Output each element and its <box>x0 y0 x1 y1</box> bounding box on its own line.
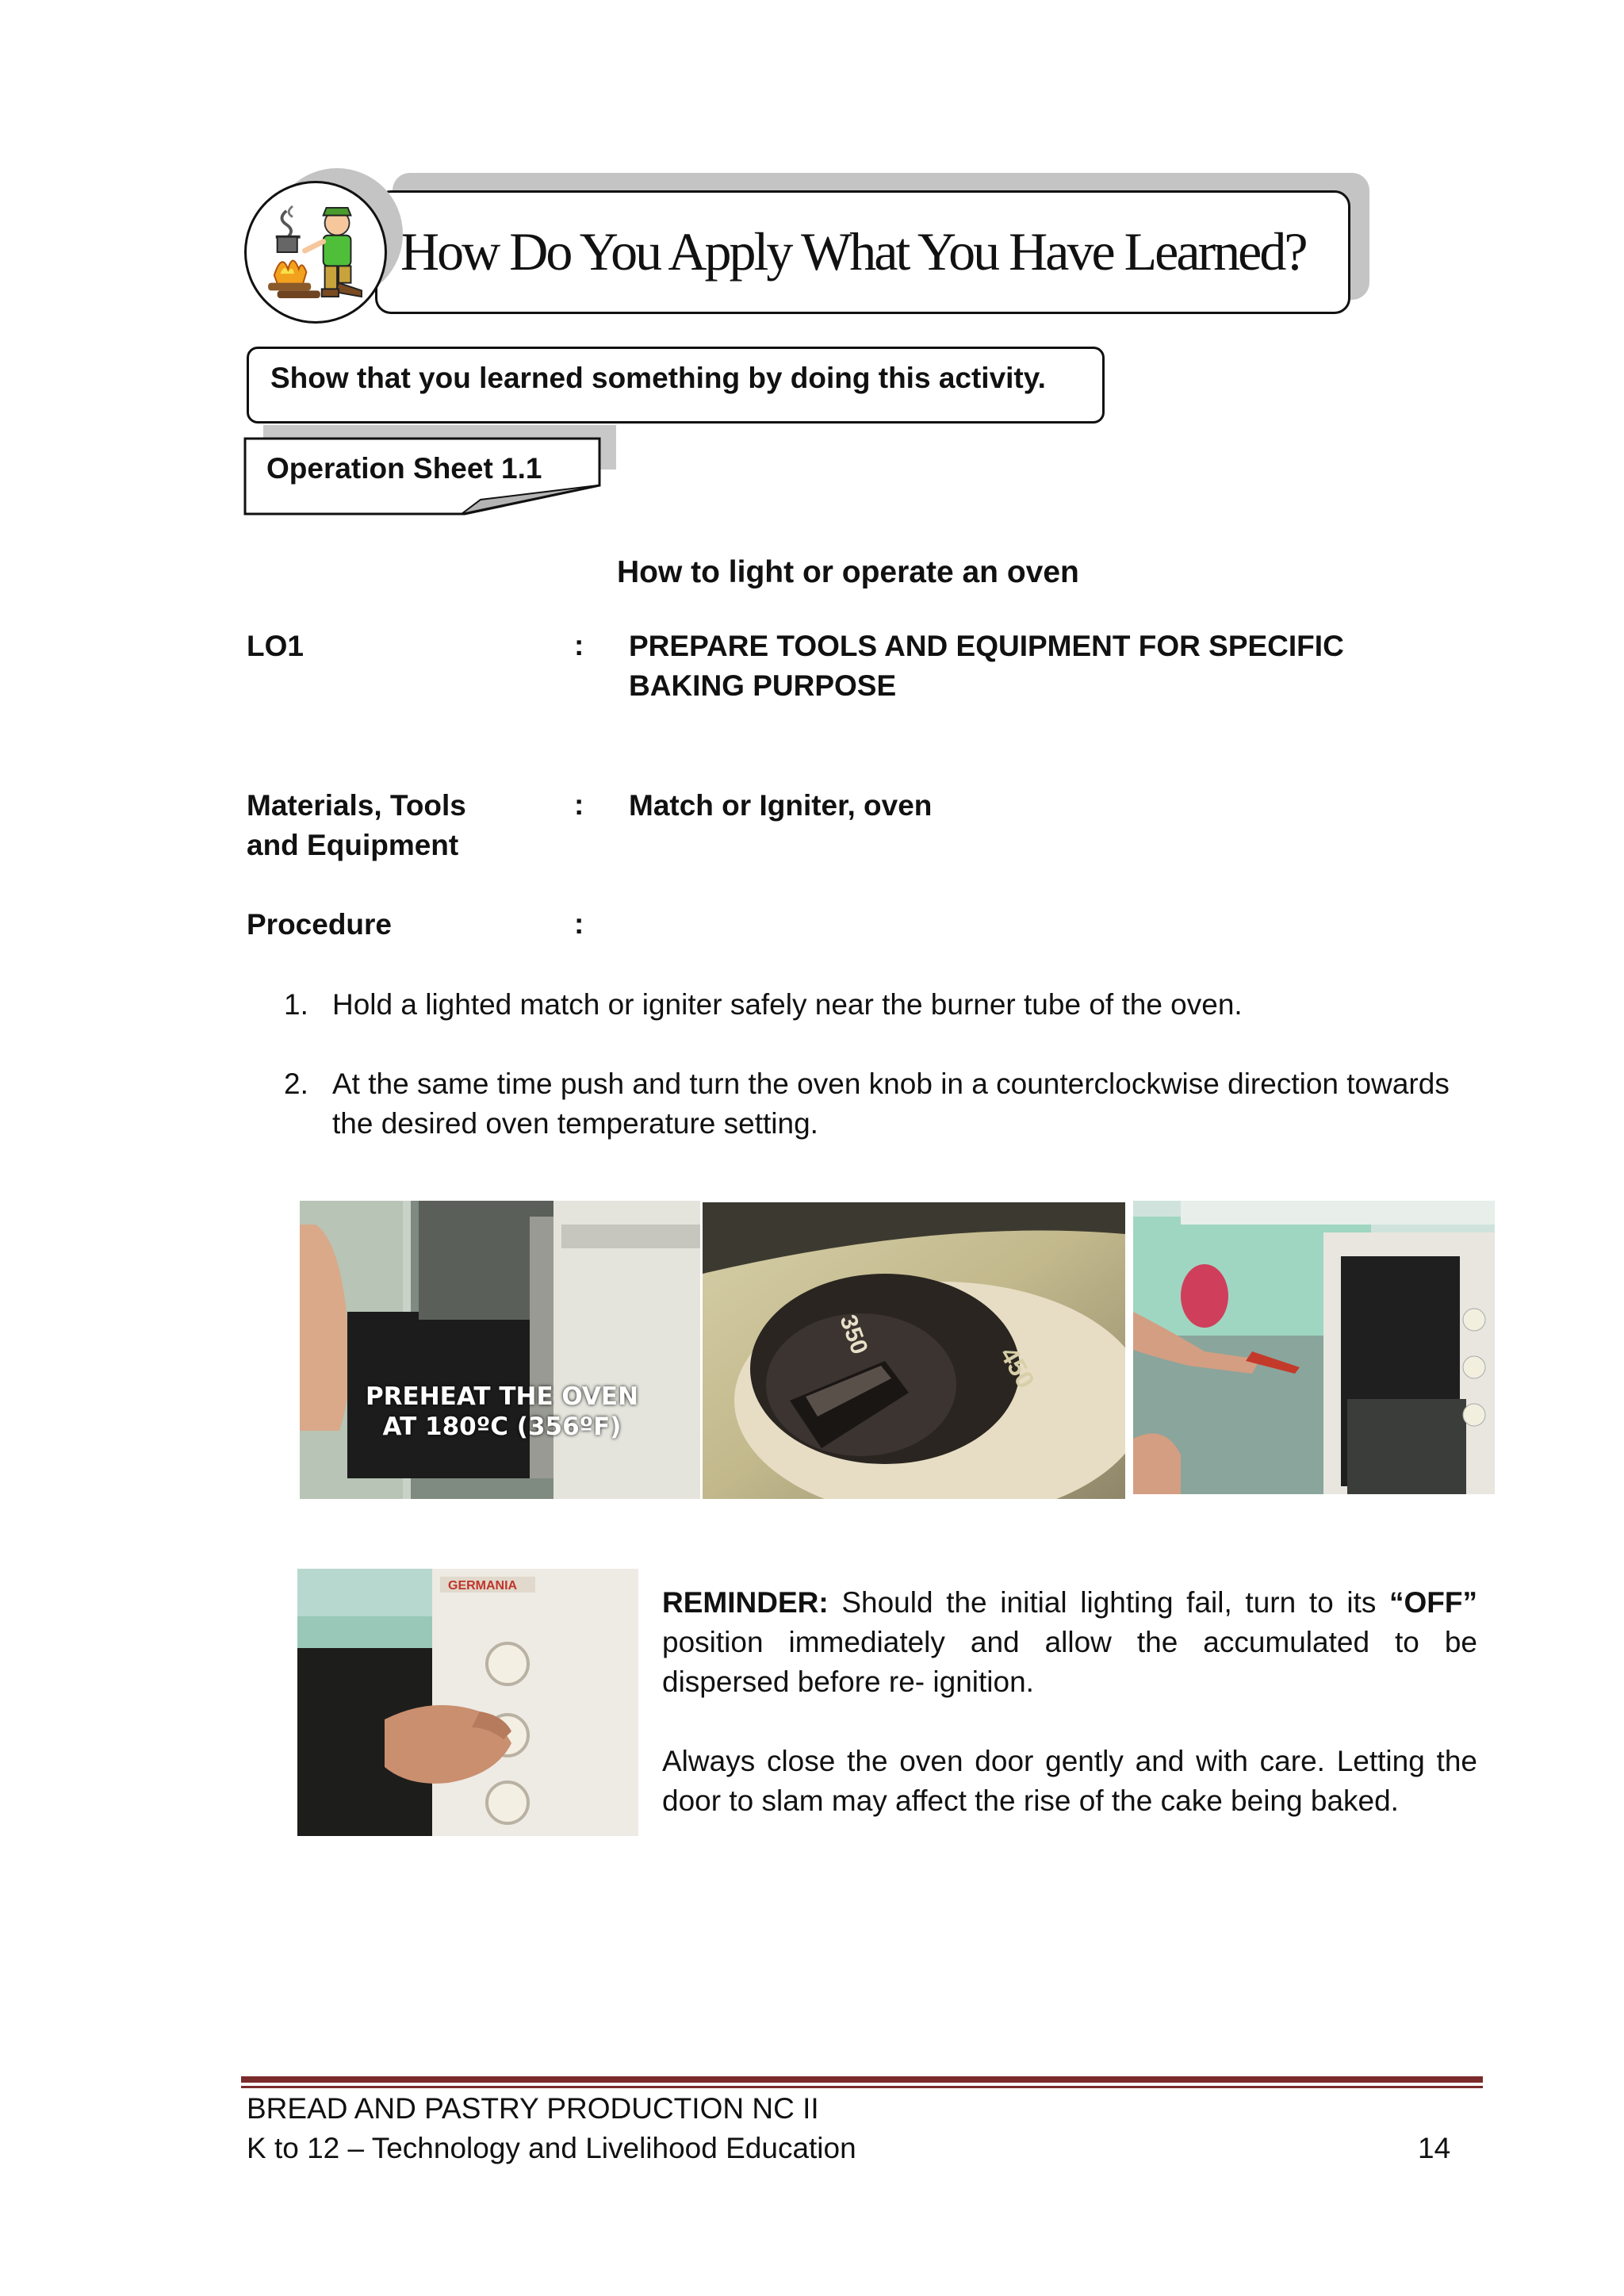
preheat-caption-line2: AT 180ºC (356ºF) <box>382 1412 622 1441</box>
procedure-label: Procedure <box>247 908 393 941</box>
materials-colon: : <box>574 788 584 821</box>
lo1-label: LO1 <box>247 630 304 662</box>
lo1-value: PREPARE TOOLS AND EQUIPMENT FOR SPECIFIC BAKING PURPOSE <box>629 630 1344 702</box>
procedure-colon: : <box>574 907 584 940</box>
step-number: 2. <box>284 1068 308 1100</box>
knob-mark-350: 350 <box>834 1311 873 1358</box>
footer-rule-thin <box>241 2086 1483 2088</box>
lo1-colon: : <box>574 629 584 661</box>
reminder-block <box>662 1583 1477 1861</box>
photo-oven-dial <box>297 1569 638 1836</box>
reminder-lead: REMINDER: <box>662 1586 829 1619</box>
preheat-caption-line1: PREHEAT THE OVEN <box>365 1382 639 1411</box>
photo-oven-knob <box>703 1202 1125 1499</box>
materials-label: Materials, Tools and Equipment <box>247 789 466 861</box>
step-text: Hold a lighted match or igniter safely near the burner tube of the oven. <box>332 988 1243 1021</box>
footer-rule <box>241 2076 1483 2083</box>
photo-preheat-oven <box>300 1201 700 1499</box>
page-title: How Do You Apply What You Have Learned? <box>400 221 1306 282</box>
reminder-off: “OFF” <box>1389 1586 1477 1619</box>
reminder-text-after: position immediately and allow the accumulated to be dispersed before re- ignition. <box>662 1626 1477 1698</box>
reminder-paragraph <box>662 1583 1477 1702</box>
instruction-text: Show that you learned something by doing this activity. <box>270 362 1046 394</box>
step-text: At the same time push and turn the oven knob in a counterclockwise direction towards the desired oven temperature setting. <box>332 1068 1450 1140</box>
footer-course: BREAD AND PASTRY PRODUCTION NC II <box>247 2092 819 2125</box>
knob-mark-450: 450 <box>994 1342 1041 1393</box>
page-number: 14 <box>1418 2132 1451 2164</box>
step-number: 1. <box>284 988 308 1021</box>
reminder-paragraph-2: Always close the oven door gently and with care. Letting the door to slam may affect the rise of the cake being baked. <box>662 1745 1477 1817</box>
procedure-heading: How to light or operate an oven <box>617 555 1079 589</box>
operation-sheet-label: Operation Sheet 1.1 <box>266 452 542 485</box>
footer-program: K to 12 – Technology and Livelihood Education <box>247 2132 856 2164</box>
photo-igniter <box>1133 1201 1495 1494</box>
materials-value: Match or Igniter, oven <box>629 789 933 822</box>
reminder-text-before: Should the initial lighting fail, turn to its <box>828 1586 1390 1619</box>
oven-brand-label: GERMANIA <box>448 1579 518 1593</box>
mascot-scout-campfire-icon <box>244 181 387 324</box>
